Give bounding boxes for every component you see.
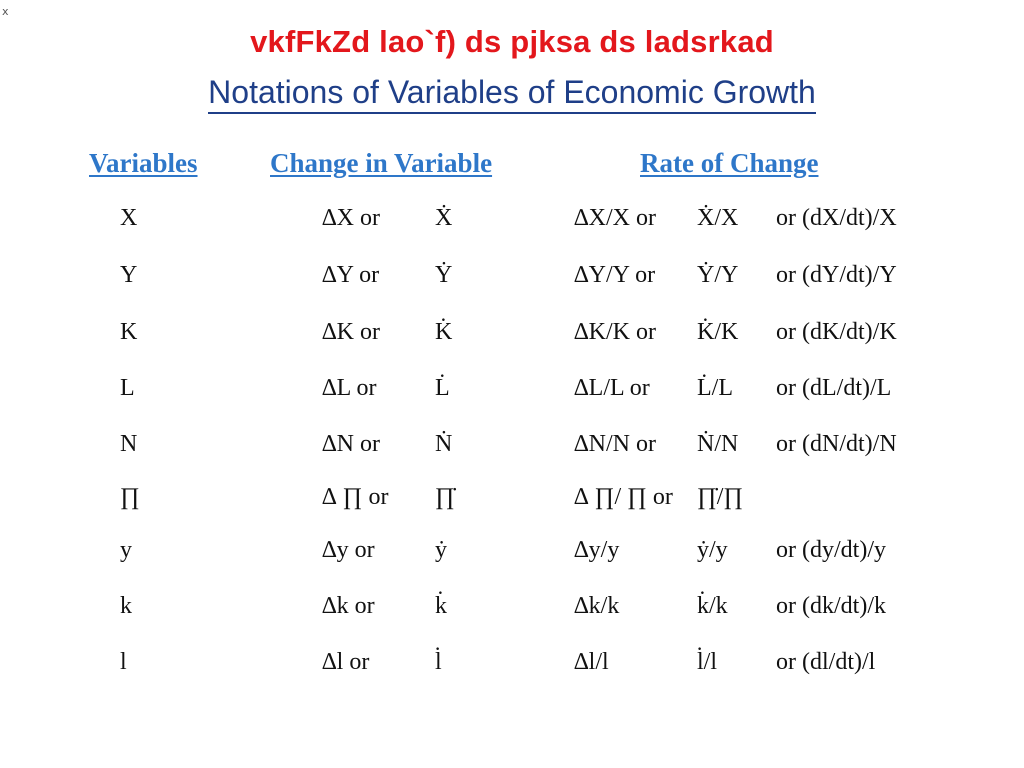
variable-cell: Y xyxy=(120,262,138,288)
change-cell: ∆L or xyxy=(322,375,377,401)
change-cell: ∆l or xyxy=(322,649,370,675)
title-english: Notations of Variables of Economic Growth xyxy=(208,74,816,114)
change-dot-cell: Ṅ xyxy=(435,431,453,457)
rate-dot-cell: Ẋ/X xyxy=(697,205,739,231)
rate-dot-cell: l̇/l xyxy=(697,649,718,675)
rate-delta-cell: ∆y/y xyxy=(574,537,620,563)
rate-delta-cell: ∆Y/Y or xyxy=(574,262,656,288)
rate-delta-cell: ∆ ∏/ ∏ or xyxy=(574,484,673,510)
change-cell: ∆K or xyxy=(322,319,381,345)
variable-cell: y xyxy=(120,537,132,563)
change-dot-cell: l̇ xyxy=(435,649,442,675)
rate-dot-cell: ∏̇/∏ xyxy=(697,484,744,510)
rate-dot-cell: L̇/L xyxy=(697,375,733,401)
corner-mark: x xyxy=(2,5,9,18)
variable-cell: l xyxy=(120,649,127,675)
rate-dot-cell: Ṅ/N xyxy=(697,431,739,457)
rate-derivative-cell: or (dy/dt)/y xyxy=(776,537,886,563)
variable-cell: ∏ xyxy=(120,484,140,510)
rate-derivative-cell: or (dl/dt)/l xyxy=(776,649,876,675)
change-cell: ∆ ∏ or xyxy=(322,484,389,510)
rate-derivative-cell: or (dK/dt)/K xyxy=(776,319,897,345)
rate-derivative-cell: or (dL/dt)/L xyxy=(776,375,892,401)
rate-dot-cell: Ẏ/Y xyxy=(697,262,739,288)
change-dot-cell: ∏̇ xyxy=(435,484,455,510)
rate-derivative-cell: or (dN/dt)/N xyxy=(776,431,897,457)
change-cell: ∆N or xyxy=(322,431,381,457)
variable-cell: K xyxy=(120,319,138,345)
change-dot-cell: k̇ xyxy=(435,593,447,619)
variable-cell: X xyxy=(120,205,138,231)
change-cell: ∆Y or xyxy=(322,262,380,288)
rate-delta-cell: ∆k/k xyxy=(574,593,620,619)
rate-derivative-cell: or (dY/dt)/Y xyxy=(776,262,897,288)
variable-cell: k xyxy=(120,593,132,619)
variable-cell: N xyxy=(120,431,138,457)
rate-delta-cell: ∆L/L or xyxy=(574,375,650,401)
change-cell: ∆X or xyxy=(322,205,381,231)
change-dot-cell: ẏ xyxy=(435,537,447,563)
rate-delta-cell: ∆X/X or xyxy=(574,205,657,231)
rate-delta-cell: ∆K/K or xyxy=(574,319,657,345)
rate-delta-cell: ∆l/l xyxy=(574,649,609,675)
change-cell: ∆y or xyxy=(322,537,375,563)
rate-dot-cell: k̇/k xyxy=(697,593,728,619)
rate-derivative-cell: or (dk/dt)/k xyxy=(776,593,886,619)
change-dot-cell: Ẋ xyxy=(435,205,453,231)
rate-dot-cell: K̇/K xyxy=(697,319,739,345)
title-english-wrapper xyxy=(0,74,1024,111)
variable-cell: L xyxy=(120,375,135,401)
rate-delta-cell: ∆N/N or xyxy=(574,431,657,457)
header-change-in-variable: Change in Variable xyxy=(270,148,493,178)
change-dot-cell: Ẏ xyxy=(435,262,453,288)
rate-derivative-cell: or (dX/dt)/X xyxy=(776,205,897,231)
change-dot-cell: L̇ xyxy=(435,375,450,401)
title-hindi: vkfFkZd lao`f) ds pjksa ds ladsrkad xyxy=(250,24,774,59)
change-dot-cell: K̇ xyxy=(435,319,453,345)
header-rate-of-change: Rate of Change xyxy=(640,148,819,178)
rate-dot-cell: ẏ/y xyxy=(697,537,728,563)
header-variables: Variables xyxy=(89,148,198,178)
change-cell: ∆k or xyxy=(322,593,375,619)
